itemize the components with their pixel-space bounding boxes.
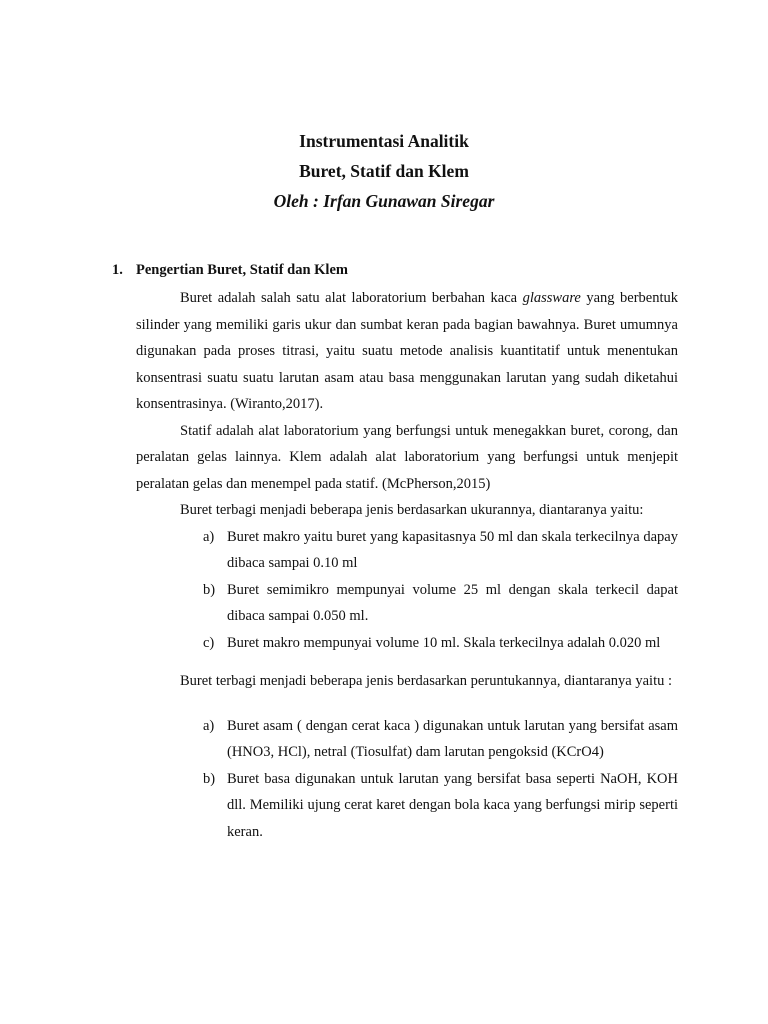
title-line-1: Instrumentasi Analitik [299,131,469,151]
para1-text-after: yang berbentuk silinder yang memiliki garis ukur dan sumbat keran pada bagian bawahnya. Buret umumnya digunakan pada proses titrasi, yaitu suatu metode analisis kuantitatif untuk menentukan konsentrasi suatu suatu larutan asam atau basa menggunakan larutan yang sudah diketahui konsentrasinya. (Wiranto,2017). [136,290,678,412]
list-marker: a) [203,717,215,734]
para1-italic-term: glassware [522,290,581,306]
list-by-purpose [136,713,678,846]
paragraph-statif-klem: Statif adalah alat laboratorium yang berfungsi untuk menegakkan buret, corong, dan peralatan gelas lainnya. Klem adalah alat laboratorium yang berfungsi untuk menjepit peralatan gelas dan menempel pada statif. (McPherson,2015) [136,422,678,492]
section-heading: Pengertian Buret, Statif dan Klem [136,262,348,278]
list-item-text: Buret makro mempunyai volume 10 ml. Skala terkecilnya adalah 0.020 ml [227,634,661,651]
list-item-text: Buret asam ( dengan cerat kaca ) digunakan untuk larutan yang bersifat asam (HNO3, HCl), netral (Tiosulfat) dam larutan pengoksid (KCrO4) [227,717,678,760]
list-item-text: Buret makro yaitu buret yang kapasitasnya 50 ml dan skala terkecilnya dapay dibaca sampai 0.10 ml [227,528,678,571]
list1-intro: Buret terbagi menjadi beberapa jenis berdasarkan ukurannya, diantaranya yaitu: [180,502,644,518]
list-item-text: Buret basa digunakan untuk larutan yang bersifat basa seperti NaOH, KOH dll. Memiliki ujung cerat karet dengan bola kaca yang berfungsi mirip seperti keran. [227,770,678,840]
list-item [203,577,678,630]
document-header [0,126,768,216]
section-number: 1. [112,262,123,278]
list-item [203,713,678,766]
paragraph-buret-definition [136,285,678,418]
para1-text-before: Buret adalah salah satu alat laboratorium berbahan kaca [180,290,523,306]
section-body [136,285,678,845]
list-item-text: Buret semimikro mempunyai volume 25 ml dengan skala terkecil dapat dibaca sampai 0.050 ml. [227,581,678,624]
list-marker: a) [203,528,215,545]
spacer [136,695,678,713]
author-line: Oleh : Irfan Gunawan Siregar [273,191,495,211]
list2-intro: Buret terbagi menjadi beberapa jenis berdasarkan peruntukannya, diantaranya yaitu : [180,673,672,689]
list-item [203,766,678,846]
list-by-size [136,524,678,657]
title-line-2: Buret, Statif dan Klem [299,161,469,181]
spacer [136,656,678,668]
list-marker: c) [203,634,215,651]
list-item [203,524,678,577]
list-marker: b) [203,770,216,787]
list-item [203,630,678,657]
list-marker: b) [203,581,216,598]
